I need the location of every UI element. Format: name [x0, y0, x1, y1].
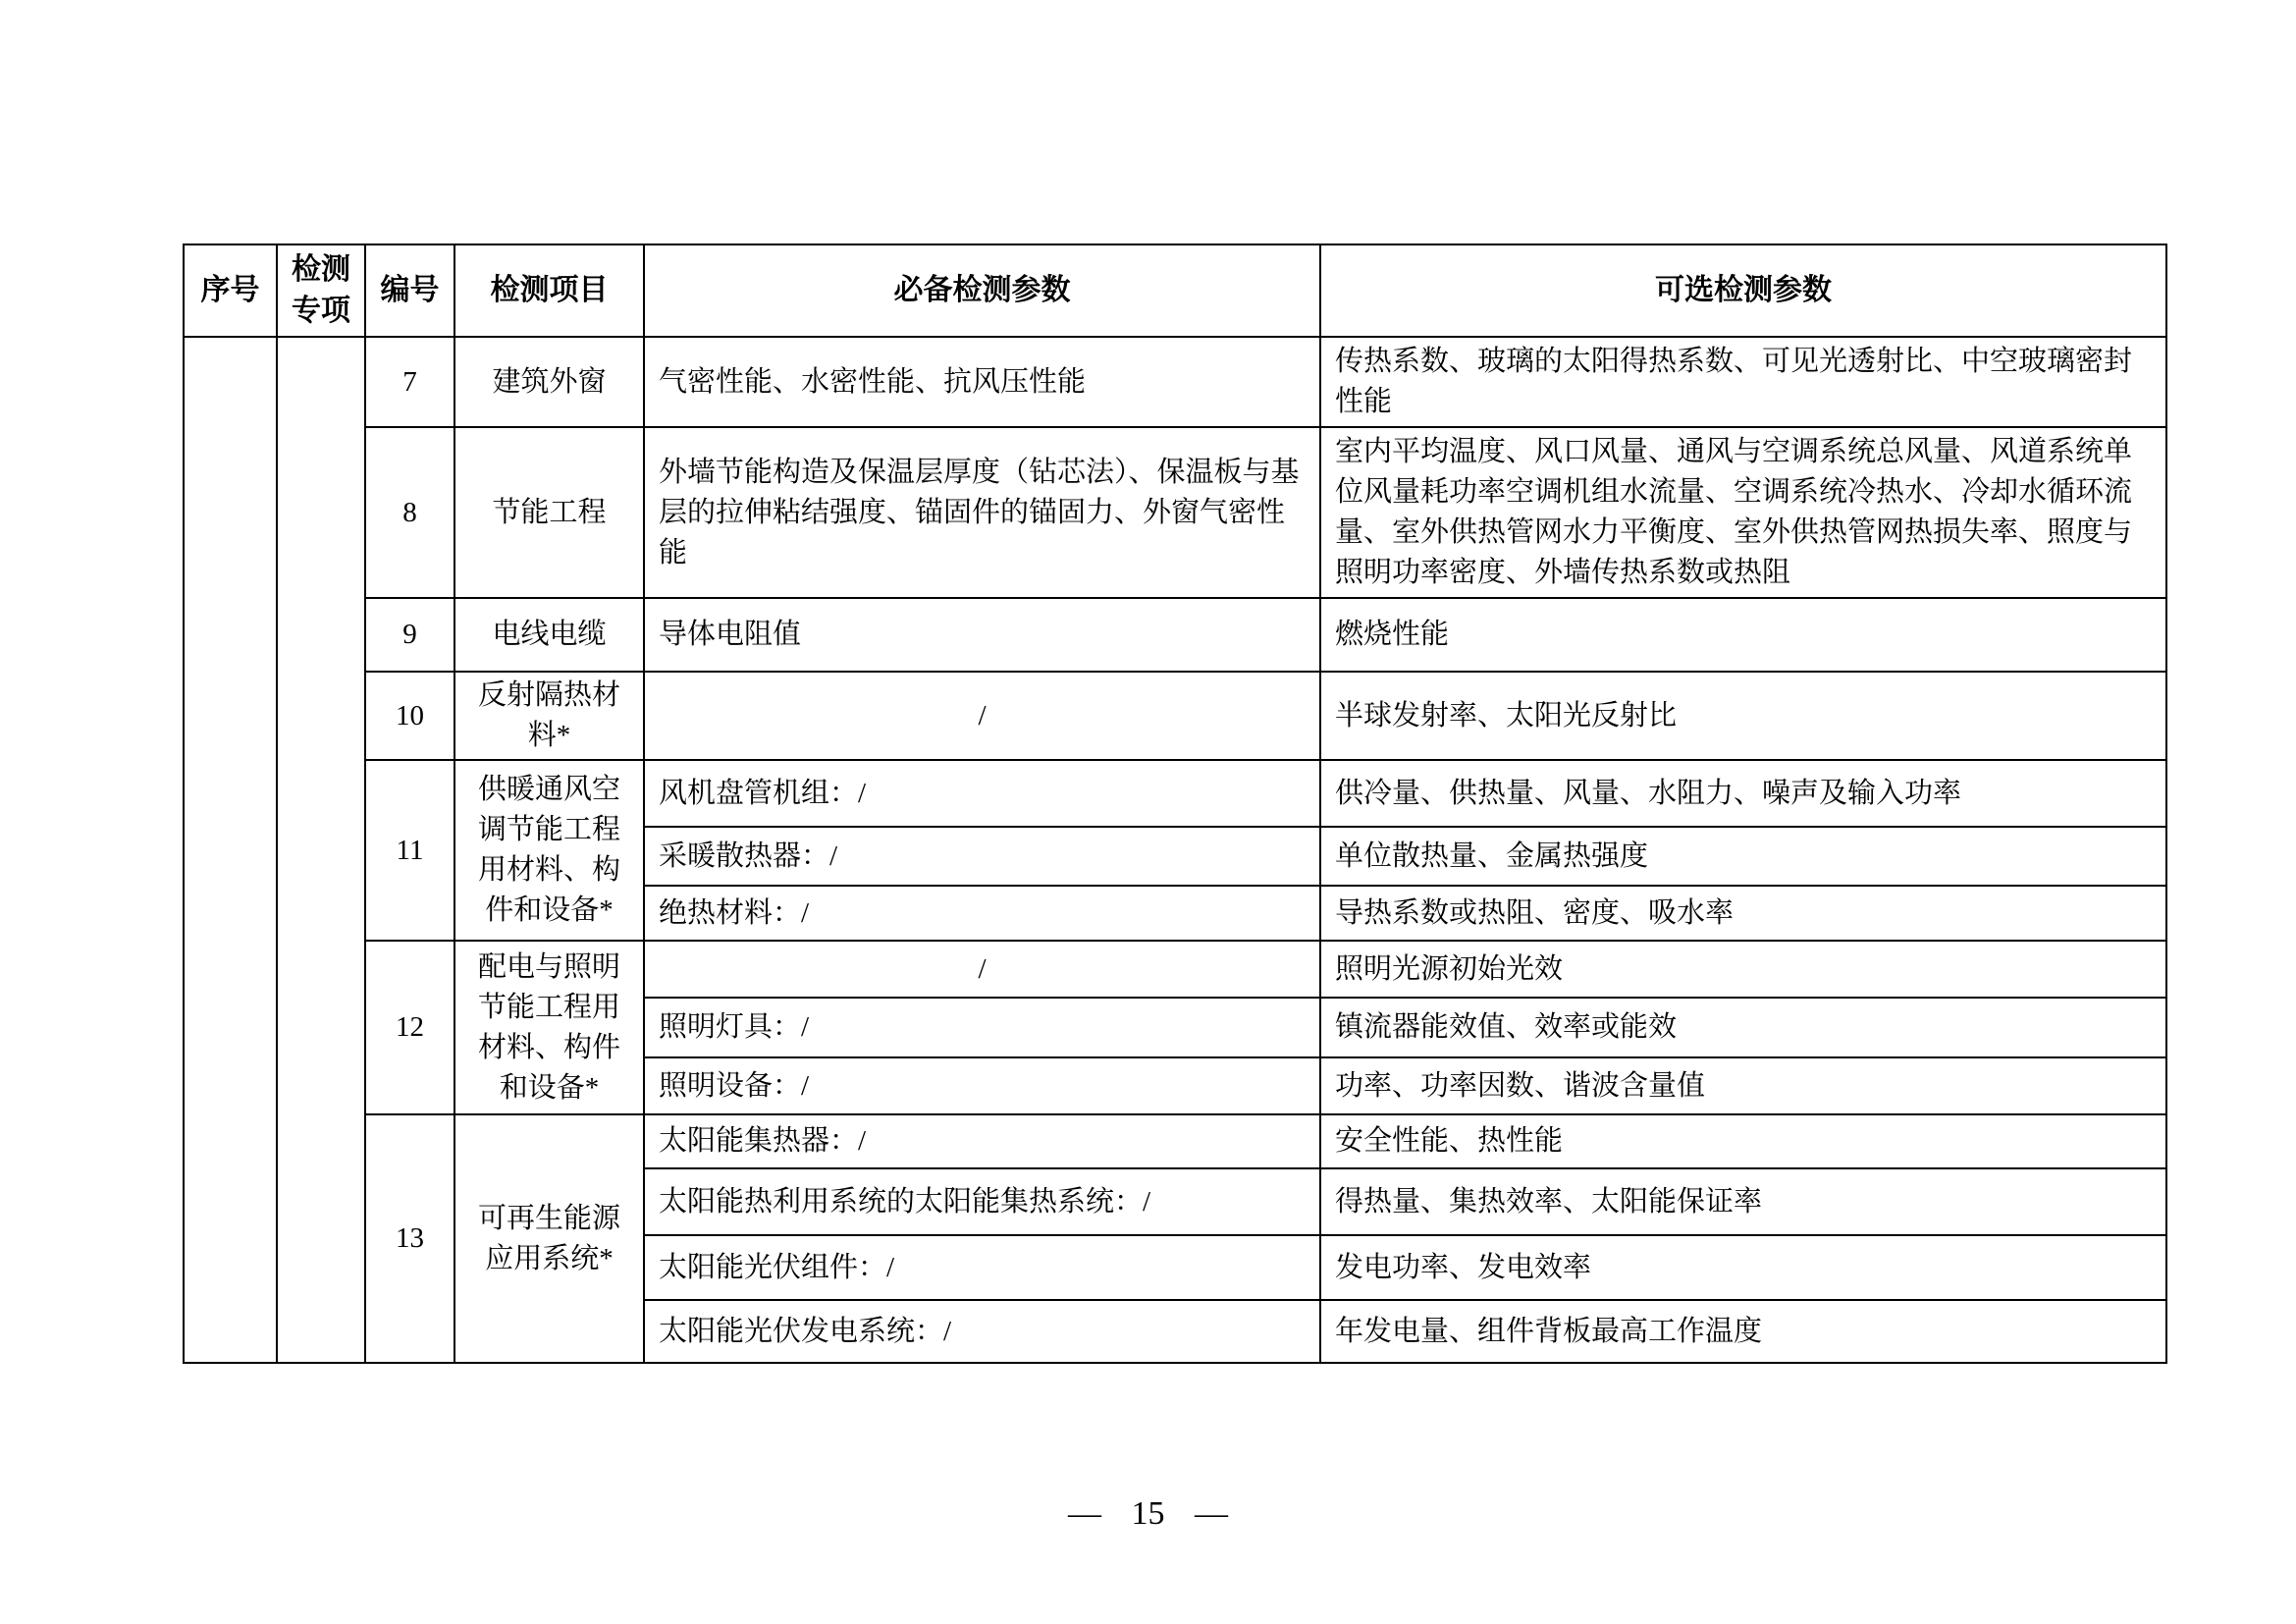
required-cell: 采暖散热器：/: [644, 827, 1320, 886]
item-name: 供暖通风空调节能工程用材料、构件和设备*: [454, 760, 644, 941]
required-cell: 导体电阻值: [644, 598, 1320, 672]
special-merged-cell: [277, 337, 365, 1363]
header-serial: 序号: [184, 244, 277, 337]
detection-parameters-table: [183, 244, 2167, 1364]
row-number: 10: [365, 672, 454, 760]
table-row: [184, 427, 2166, 598]
required-cell: 太阳能热利用系统的太阳能集热系统：/: [644, 1168, 1320, 1235]
header-item: 检测项目: [454, 244, 644, 337]
required-cell: 气密性能、水密性能、抗风压性能: [644, 337, 1320, 427]
required-cell: 太阳能光伏发电系统：/: [644, 1300, 1320, 1363]
row-number: 12: [365, 941, 454, 1114]
required-cell: 太阳能光伏组件：/: [644, 1235, 1320, 1300]
optional-cell: 单位散热量、金属热强度: [1320, 827, 2166, 886]
required-cell: 照明设备：/: [644, 1057, 1320, 1114]
required-cell: /: [644, 672, 1320, 760]
row-number: 13: [365, 1114, 454, 1363]
required-cell: 绝热材料：/: [644, 886, 1320, 941]
table-row: [184, 1114, 2166, 1168]
row-number: 7: [365, 337, 454, 427]
table-row: [184, 598, 2166, 672]
optional-cell: 半球发射率、太阳光反射比: [1320, 672, 2166, 760]
item-name: 电线电缆: [454, 598, 644, 672]
serial-merged-cell: [184, 337, 277, 1363]
optional-cell: 功率、功率因数、谐波含量值: [1320, 1057, 2166, 1114]
table-header-row: [184, 244, 2166, 337]
table-row: [184, 760, 2166, 827]
header-special: 检测专项: [277, 244, 365, 337]
optional-cell: 传热系数、玻璃的太阳得热系数、可见光透射比、中空玻璃密封性能: [1320, 337, 2166, 427]
optional-cell: 安全性能、热性能: [1320, 1114, 2166, 1168]
optional-cell: 发电功率、发电效率: [1320, 1235, 2166, 1300]
item-name: 反射隔热材料*: [454, 672, 644, 760]
required-cell: 外墙节能构造及保温层厚度（钻芯法）、保温板与基层的拉伸粘结强度、锚固件的锚固力、外窗气密性能: [644, 427, 1320, 598]
page-number: — 15 —: [1068, 1495, 1228, 1532]
row-number: 9: [365, 598, 454, 672]
optional-cell: 导热系数或热阻、密度、吸水率: [1320, 886, 2166, 941]
header-optional: 可选检测参数: [1320, 244, 2166, 337]
item-name: 节能工程: [454, 427, 644, 598]
table-row: [184, 337, 2166, 427]
row-number: 8: [365, 427, 454, 598]
required-cell: 太阳能集热器：/: [644, 1114, 1320, 1168]
optional-cell: 得热量、集热效率、太阳能保证率: [1320, 1168, 2166, 1235]
required-cell: 风机盘管机组：/: [644, 760, 1320, 827]
optional-cell: 镇流器能效值、效率或能效: [1320, 998, 2166, 1057]
table-row: [184, 941, 2166, 998]
row-number: 11: [365, 760, 454, 941]
header-required: 必备检测参数: [644, 244, 1320, 337]
optional-cell: 室内平均温度、风口风量、通风与空调系统总风量、风道系统单位风量耗功率空调机组水流量、空调系统冷热水、冷却水循环流量、室外供热管网水力平衡度、室外供热管网热损失率、照度与照明功率密度、外墙传热系数或热阻: [1320, 427, 2166, 598]
required-cell: /: [644, 941, 1320, 998]
item-name: 配电与照明节能工程用材料、构件和设备*: [454, 941, 644, 1114]
item-name: 可再生能源应用系统*: [454, 1114, 644, 1363]
header-number: 编号: [365, 244, 454, 337]
item-name: 建筑外窗: [454, 337, 644, 427]
optional-cell: 照明光源初始光效: [1320, 941, 2166, 998]
table-row: [184, 672, 2166, 760]
required-cell: 照明灯具：/: [644, 998, 1320, 1057]
optional-cell: 年发电量、组件背板最高工作温度: [1320, 1300, 2166, 1363]
optional-cell: 燃烧性能: [1320, 598, 2166, 672]
optional-cell: 供冷量、供热量、风量、水阻力、噪声及输入功率: [1320, 760, 2166, 827]
